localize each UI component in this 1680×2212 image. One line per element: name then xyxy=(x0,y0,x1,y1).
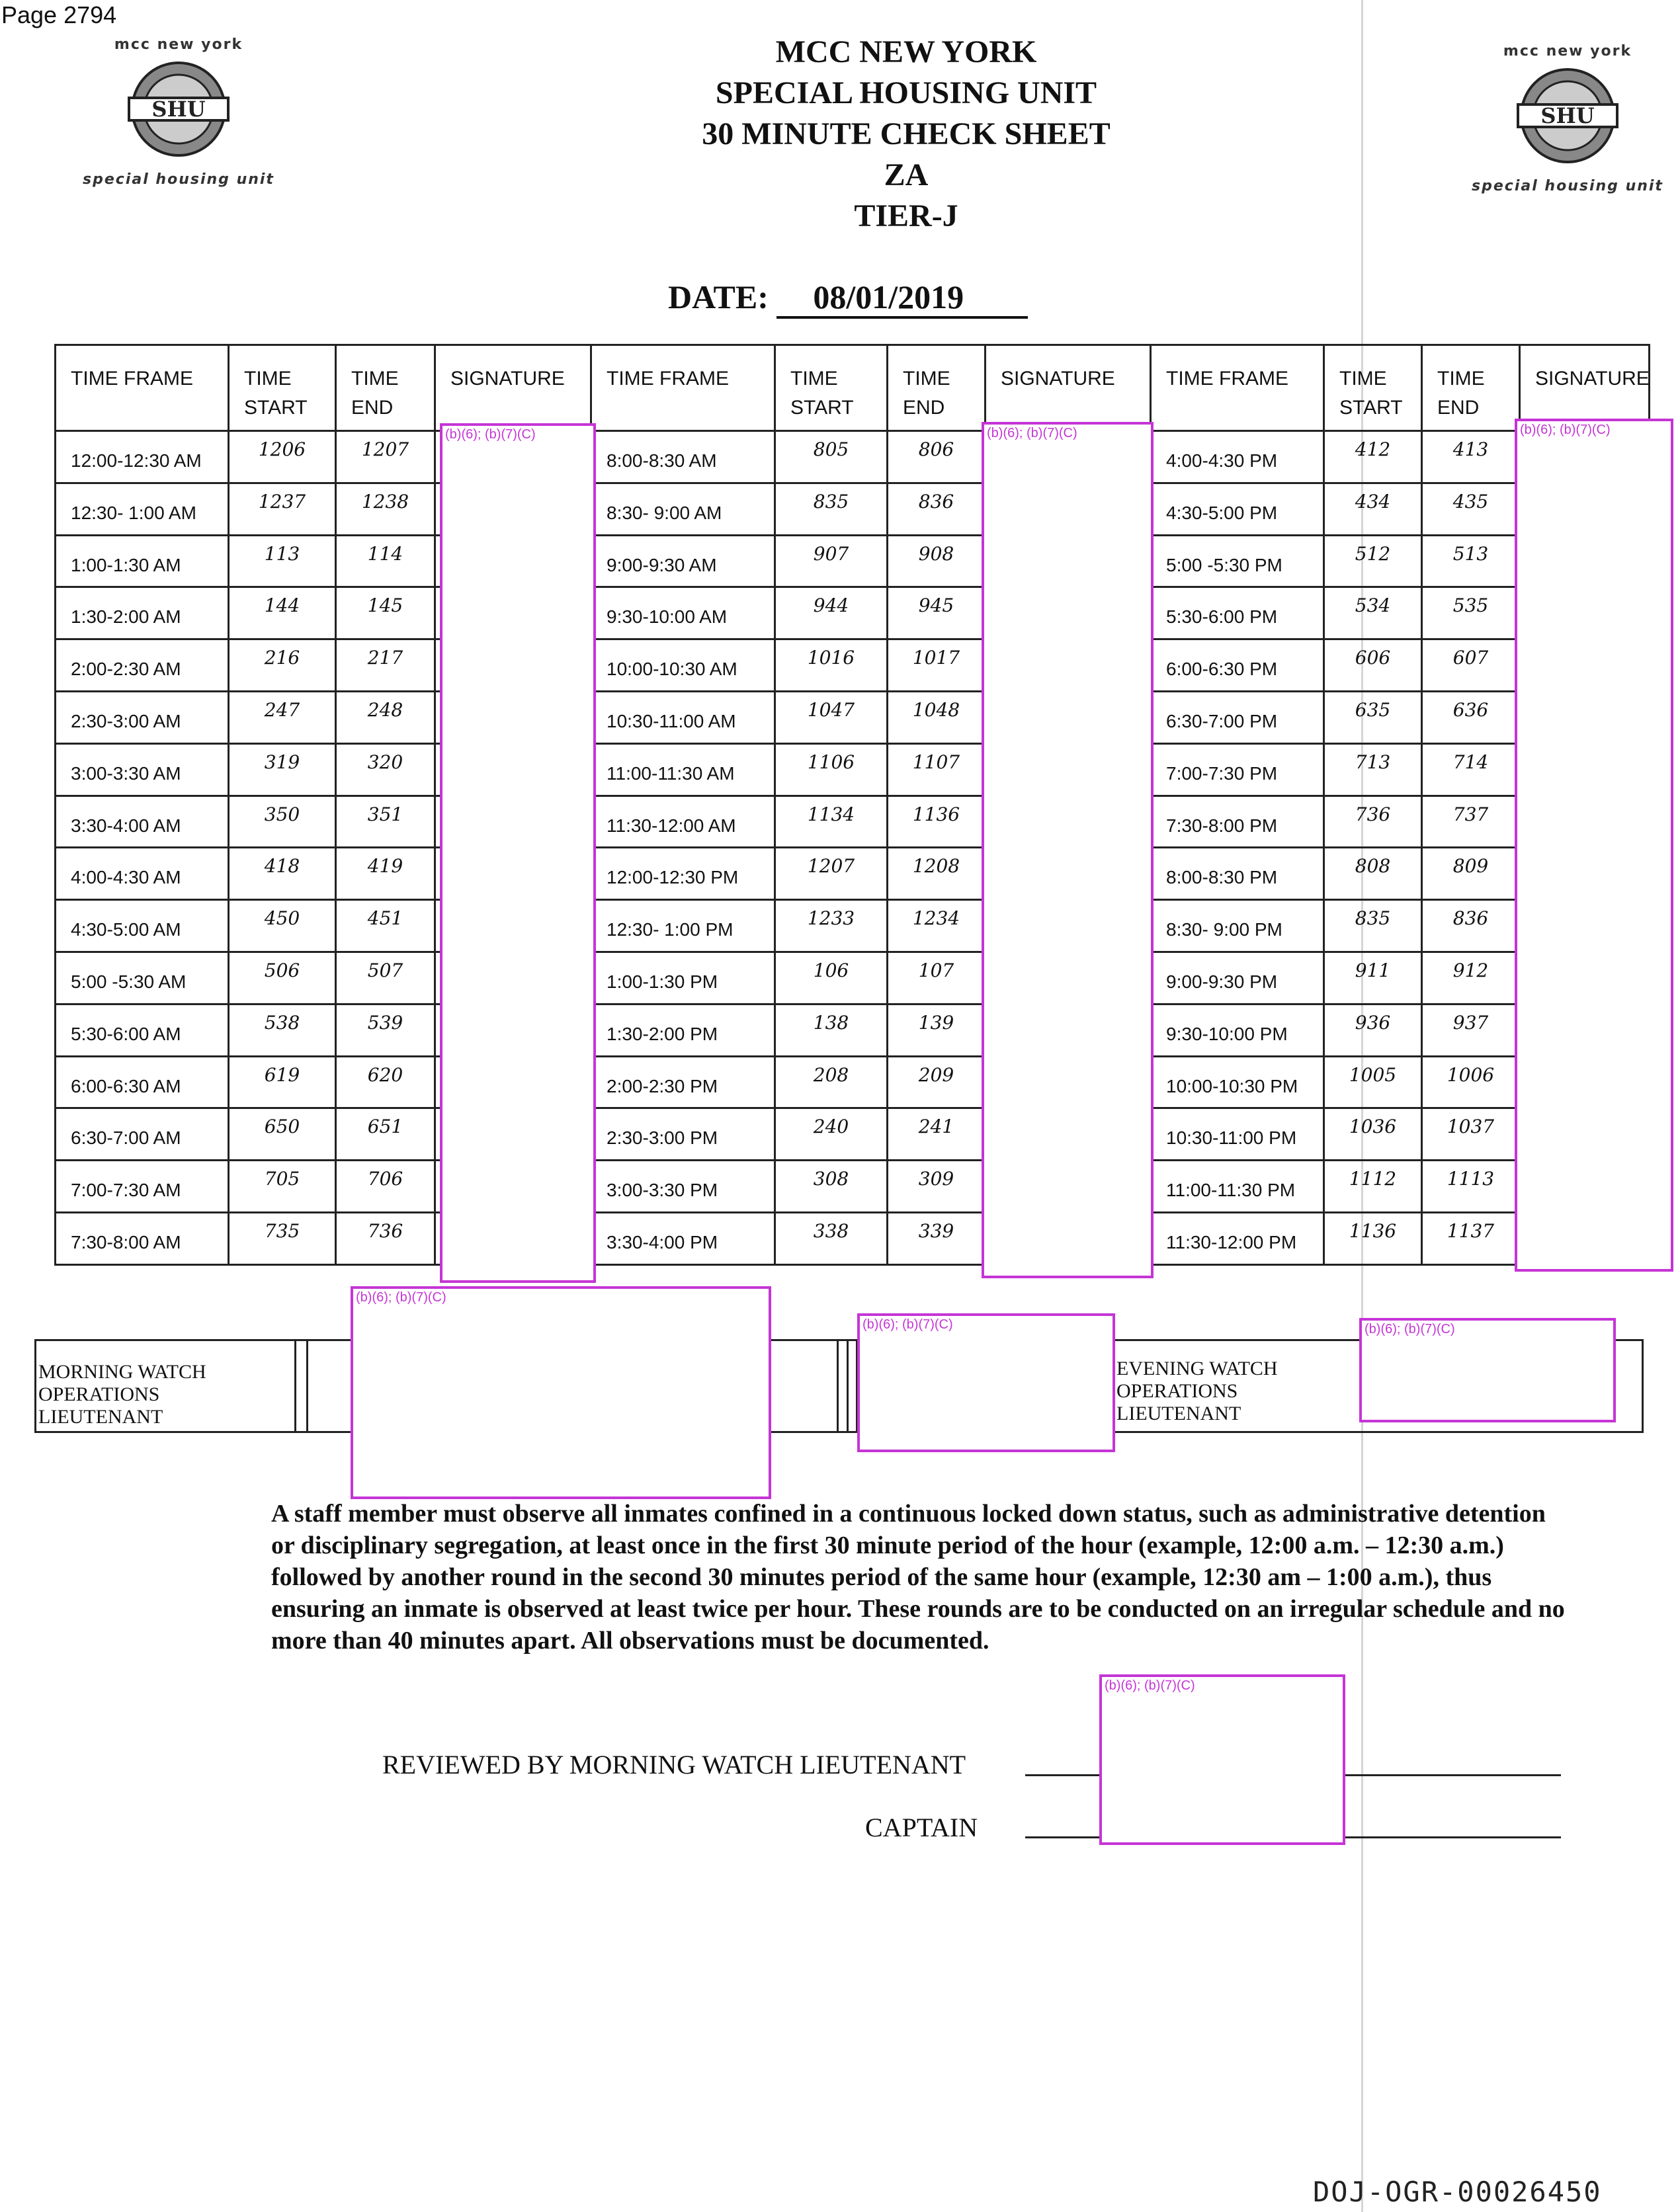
time-start-cell: 808 xyxy=(1324,848,1422,900)
time-end-cell: 1006 xyxy=(1422,1056,1520,1108)
time-end-cell: 419 xyxy=(336,848,435,900)
time-frame-cell: 1:00-1:30 AM xyxy=(56,535,229,587)
col-signature: SIGNATURE xyxy=(986,345,1151,431)
time-frame-cell: 6:30-7:00 AM xyxy=(56,1108,229,1161)
time-end-cell: 937 xyxy=(1422,1004,1520,1056)
table-row xyxy=(56,535,1650,587)
time-start-cell: 736 xyxy=(1324,796,1422,848)
header-line-1: MCC NEW YORK xyxy=(775,34,1037,69)
col-time-frame: TIME FRAME xyxy=(591,345,775,431)
time-frame-cell: 1:30-2:00 PM xyxy=(591,1004,775,1056)
check-table xyxy=(54,344,1650,1266)
time-start-cell: 713 xyxy=(1324,743,1422,796)
table-row xyxy=(56,639,1650,692)
seal-text: SHU xyxy=(1540,103,1595,128)
time-end-cell: 1048 xyxy=(888,691,986,743)
time-frame-cell: 5:30-6:00 PM xyxy=(1151,587,1324,639)
time-end-cell: 1107 xyxy=(888,743,986,796)
table-row xyxy=(56,900,1650,952)
redaction-box: (b)(6); (b)(7)(C) xyxy=(857,1313,1115,1452)
time-end-cell: 1208 xyxy=(888,848,986,900)
check-rows xyxy=(56,431,1650,1265)
time-frame-cell: 10:00-10:30 AM xyxy=(591,639,775,692)
time-frame-cell: 2:00-2:30 AM xyxy=(56,639,229,692)
table-row xyxy=(56,431,1650,483)
time-start-cell: 606 xyxy=(1324,639,1422,692)
time-end-cell: 736 xyxy=(336,1212,435,1264)
time-start-cell: 944 xyxy=(775,587,888,639)
time-frame-cell: 10:30-11:00 AM xyxy=(591,691,775,743)
time-end-cell: 513 xyxy=(1422,535,1520,587)
col-signature: SIGNATURE xyxy=(1520,345,1650,431)
time-frame-cell: 4:00-4:30 PM xyxy=(1151,431,1324,483)
time-frame-cell: 1:00-1:30 PM xyxy=(591,952,775,1004)
time-end-cell: 507 xyxy=(336,952,435,1004)
page-label: Page 2794 xyxy=(1,1,117,28)
col-time-frame: TIME FRAME xyxy=(56,345,229,431)
col-time-end: TIME END xyxy=(888,345,986,431)
table-row xyxy=(56,587,1650,639)
time-frame-cell: 7:30-8:00 AM xyxy=(56,1212,229,1264)
time-frame-cell: 1:30-2:00 AM xyxy=(56,587,229,639)
time-frame-cell: 3:30-4:00 PM xyxy=(591,1212,775,1264)
time-end-cell: 139 xyxy=(888,1004,986,1056)
seal-text: SHU xyxy=(151,97,206,122)
time-start-cell: 412 xyxy=(1324,431,1422,483)
redaction-box: (b)(6); (b)(7)(C) xyxy=(1099,1674,1345,1845)
time-start-cell: 835 xyxy=(1324,900,1422,952)
time-start-cell: 512 xyxy=(1324,535,1422,587)
time-start-cell: 506 xyxy=(229,952,336,1004)
time-end-cell: 535 xyxy=(1422,587,1520,639)
time-start-cell: 308 xyxy=(775,1161,888,1213)
table-row xyxy=(56,1004,1650,1056)
time-frame-cell: 6:00-6:30 AM xyxy=(56,1056,229,1108)
time-start-cell: 247 xyxy=(229,691,336,743)
redaction-box: (b)(6); (b)(7)(C) xyxy=(1359,1318,1616,1422)
time-end-cell: 114 xyxy=(336,535,435,587)
time-end-cell: 1113 xyxy=(1422,1161,1520,1213)
time-start-cell: 1136 xyxy=(1324,1212,1422,1264)
time-frame-cell: 11:30-12:00 PM xyxy=(1151,1212,1324,1264)
time-start-cell: 534 xyxy=(1324,587,1422,639)
table-row xyxy=(56,691,1650,743)
time-start-cell: 350 xyxy=(229,796,336,848)
time-start-cell: 240 xyxy=(775,1108,888,1161)
captain-label: CAPTAIN xyxy=(865,1813,978,1842)
time-frame-cell: 11:00-11:30 PM xyxy=(1151,1161,1324,1213)
time-start-cell: 1207 xyxy=(775,848,888,900)
table-row xyxy=(56,743,1650,796)
time-end-cell: 809 xyxy=(1422,848,1520,900)
time-end-cell: 248 xyxy=(336,691,435,743)
time-end-cell: 908 xyxy=(888,535,986,587)
time-frame-cell: 8:30- 9:00 AM xyxy=(591,483,775,535)
time-start-cell: 450 xyxy=(229,900,336,952)
logo-top-text: mcc new york xyxy=(1503,43,1632,60)
policy-paragraph: A staff member must observe all inmates confined in a continuous locked down status, such as administrative detention or disciplinary segregation, at least once in the first 30 minute period of the hour (example, 12:00 a.m. – 12:30 a.m.) followed by another round in the second 30 minutes period of the same hour (example, 12:30 am – 1:00 a.m.), thus ensuring an inmate is observed at least twice per hour. These rounds are to be conducted on an irregular schedule and no more than 40 minutes apart. All observations must be documented. xyxy=(271,1500,1565,1655)
time-start-cell: 1206 xyxy=(229,431,336,483)
time-end-cell: 309 xyxy=(888,1161,986,1213)
date-value: 08/01/2019 xyxy=(777,278,1028,319)
table-row xyxy=(56,796,1650,848)
time-start-cell: 805 xyxy=(775,431,888,483)
time-end-cell: 636 xyxy=(1422,691,1520,743)
time-start-cell: 705 xyxy=(229,1161,336,1213)
time-end-cell: 217 xyxy=(336,639,435,692)
time-start-cell: 208 xyxy=(775,1056,888,1108)
shu-seal-icon xyxy=(1511,66,1624,165)
time-frame-cell: 9:00-9:30 PM xyxy=(1151,952,1324,1004)
logo-bottom-text: special housing unit xyxy=(1472,178,1663,194)
time-frame-cell: 2:30-3:00 PM xyxy=(591,1108,775,1161)
shu-logo-right xyxy=(1468,43,1667,195)
time-end-cell: 1234 xyxy=(888,900,986,952)
morning-lieutenant-label: MORNING WATCH OPERATIONS LIEUTENANT xyxy=(38,1361,206,1428)
time-start-cell: 650 xyxy=(229,1108,336,1161)
table-row xyxy=(56,1056,1650,1108)
time-frame-cell: 3:30-4:00 AM xyxy=(56,796,229,848)
time-end-cell: 620 xyxy=(336,1056,435,1108)
time-end-cell: 714 xyxy=(1422,743,1520,796)
time-frame-cell: 2:00-2:30 PM xyxy=(591,1056,775,1108)
time-end-cell: 413 xyxy=(1422,431,1520,483)
table-row xyxy=(56,1108,1650,1161)
reviewed-by-label: REVIEWED BY MORNING WATCH LIEUTENANT xyxy=(382,1750,966,1780)
time-frame-cell: 9:30-10:00 AM xyxy=(591,587,775,639)
date-row xyxy=(668,278,1028,319)
time-frame-cell: 8:00-8:30 PM xyxy=(1151,848,1324,900)
time-end-cell: 607 xyxy=(1422,639,1520,692)
time-frame-cell: 9:30-10:00 PM xyxy=(1151,1004,1324,1056)
time-end-cell: 351 xyxy=(336,796,435,848)
col-time-start: TIME START xyxy=(1324,345,1422,431)
time-end-cell: 145 xyxy=(336,587,435,639)
time-end-cell: 241 xyxy=(888,1108,986,1161)
time-frame-cell: 10:30-11:00 PM xyxy=(1151,1108,1324,1161)
time-start-cell: 835 xyxy=(775,483,888,535)
time-frame-cell: 12:00-12:30 AM xyxy=(56,431,229,483)
redaction-box: (b)(6); (b)(7)(C) xyxy=(440,423,596,1283)
time-end-cell: 1207 xyxy=(336,431,435,483)
time-frame-cell: 11:00-11:30 AM xyxy=(591,743,775,796)
time-end-cell: 1137 xyxy=(1422,1212,1520,1264)
time-start-cell: 106 xyxy=(775,952,888,1004)
logo-top-text: mcc new york xyxy=(114,36,243,53)
time-frame-cell: 7:00-7:30 PM xyxy=(1151,743,1324,796)
time-start-cell: 338 xyxy=(775,1212,888,1264)
time-end-cell: 1037 xyxy=(1422,1108,1520,1161)
time-start-cell: 1112 xyxy=(1324,1161,1422,1213)
time-end-cell: 1238 xyxy=(336,483,435,535)
header-line-4: ZA xyxy=(884,157,929,192)
time-start-cell: 635 xyxy=(1324,691,1422,743)
time-start-cell: 1106 xyxy=(775,743,888,796)
time-frame-cell: 12:30- 1:00 PM xyxy=(591,900,775,952)
time-start-cell: 319 xyxy=(229,743,336,796)
time-end-cell: 651 xyxy=(336,1108,435,1161)
time-frame-cell: 12:00-12:30 PM xyxy=(591,848,775,900)
table-row xyxy=(56,483,1650,535)
time-start-cell: 1036 xyxy=(1324,1108,1422,1161)
date-label: DATE: xyxy=(668,278,769,315)
time-end-cell: 737 xyxy=(1422,796,1520,848)
time-frame-cell: 3:00-3:30 PM xyxy=(591,1161,775,1213)
time-end-cell: 706 xyxy=(336,1161,435,1213)
shu-seal-icon xyxy=(122,60,235,159)
logo-bottom-text: special housing unit xyxy=(83,171,274,188)
time-end-cell: 539 xyxy=(336,1004,435,1056)
table-row xyxy=(56,1212,1650,1264)
time-frame-cell: 5:30-6:00 AM xyxy=(56,1004,229,1056)
col-time-start: TIME START xyxy=(775,345,888,431)
time-frame-cell: 6:00-6:30 PM xyxy=(1151,639,1324,692)
table-row xyxy=(56,848,1650,900)
time-start-cell: 418 xyxy=(229,848,336,900)
time-frame-cell: 6:30-7:00 PM xyxy=(1151,691,1324,743)
time-end-cell: 945 xyxy=(888,587,986,639)
time-frame-cell: 7:00-7:30 AM xyxy=(56,1161,229,1213)
time-frame-cell: 4:30-5:00 PM xyxy=(1151,483,1324,535)
time-start-cell: 434 xyxy=(1324,483,1422,535)
time-frame-cell: 7:30-8:00 PM xyxy=(1151,796,1324,848)
time-start-cell: 144 xyxy=(229,587,336,639)
time-start-cell: 1047 xyxy=(775,691,888,743)
table-row xyxy=(56,952,1650,1004)
time-end-cell: 836 xyxy=(888,483,986,535)
time-frame-cell: 8:00-8:30 AM xyxy=(591,431,775,483)
time-frame-cell: 10:00-10:30 PM xyxy=(1151,1056,1324,1108)
time-end-cell: 107 xyxy=(888,952,986,1004)
redaction-box: (b)(6); (b)(7)(C) xyxy=(351,1286,771,1499)
time-start-cell: 936 xyxy=(1324,1004,1422,1056)
time-frame-cell: 3:00-3:30 AM xyxy=(56,743,229,796)
evening-lieutenant-label: EVENING WATCH OPERATIONS LIEUTENANT xyxy=(1116,1358,1278,1424)
time-end-cell: 806 xyxy=(888,431,986,483)
col-time-start: TIME START xyxy=(229,345,336,431)
sheet-header xyxy=(575,32,1237,237)
table-row xyxy=(56,1161,1650,1213)
time-end-cell: 451 xyxy=(336,900,435,952)
time-start-cell: 1005 xyxy=(1324,1056,1422,1108)
header-line-2: SPECIAL HOUSING UNIT xyxy=(715,75,1097,110)
time-frame-cell: 8:30- 9:00 PM xyxy=(1151,900,1324,952)
col-signature: SIGNATURE xyxy=(435,345,591,431)
time-end-cell: 209 xyxy=(888,1056,986,1108)
time-frame-cell: 4:00-4:30 AM xyxy=(56,848,229,900)
time-start-cell: 735 xyxy=(229,1212,336,1264)
time-end-cell: 339 xyxy=(888,1212,986,1264)
time-frame-cell: 12:30- 1:00 AM xyxy=(56,483,229,535)
time-frame-cell: 5:00 -5:30 AM xyxy=(56,952,229,1004)
col-time-end: TIME END xyxy=(1422,345,1520,431)
time-frame-cell: 9:00-9:30 AM xyxy=(591,535,775,587)
document-id: DOJ-OGR-00026450 xyxy=(1313,2176,1602,2208)
time-start-cell: 138 xyxy=(775,1004,888,1056)
time-start-cell: 619 xyxy=(229,1056,336,1108)
header-row xyxy=(56,345,1650,431)
time-end-cell: 1136 xyxy=(888,796,986,848)
time-start-cell: 113 xyxy=(229,535,336,587)
time-start-cell: 216 xyxy=(229,639,336,692)
col-time-end: TIME END xyxy=(336,345,435,431)
col-time-frame: TIME FRAME xyxy=(1151,345,1324,431)
time-end-cell: 912 xyxy=(1422,952,1520,1004)
time-start-cell: 1237 xyxy=(229,483,336,535)
header-line-3: 30 MINUTE CHECK SHEET xyxy=(702,116,1111,151)
time-end-cell: 320 xyxy=(336,743,435,796)
time-start-cell: 907 xyxy=(775,535,888,587)
time-frame-cell: 2:30-3:00 AM xyxy=(56,691,229,743)
time-end-cell: 1017 xyxy=(888,639,986,692)
redaction-box: (b)(6); (b)(7)(C) xyxy=(982,422,1154,1278)
time-start-cell: 911 xyxy=(1324,952,1422,1004)
shu-logo-left xyxy=(79,36,278,188)
time-start-cell: 538 xyxy=(229,1004,336,1056)
time-frame-cell: 5:00 -5:30 PM xyxy=(1151,535,1324,587)
time-end-cell: 836 xyxy=(1422,900,1520,952)
time-start-cell: 1134 xyxy=(775,796,888,848)
time-start-cell: 1016 xyxy=(775,639,888,692)
time-frame-cell: 4:30-5:00 AM xyxy=(56,900,229,952)
time-frame-cell: 11:30-12:00 AM xyxy=(591,796,775,848)
time-end-cell: 435 xyxy=(1422,483,1520,535)
header-line-5: TIER-J xyxy=(854,198,958,233)
time-start-cell: 1233 xyxy=(775,900,888,952)
redaction-box: (b)(6); (b)(7)(C) xyxy=(1515,419,1673,1272)
